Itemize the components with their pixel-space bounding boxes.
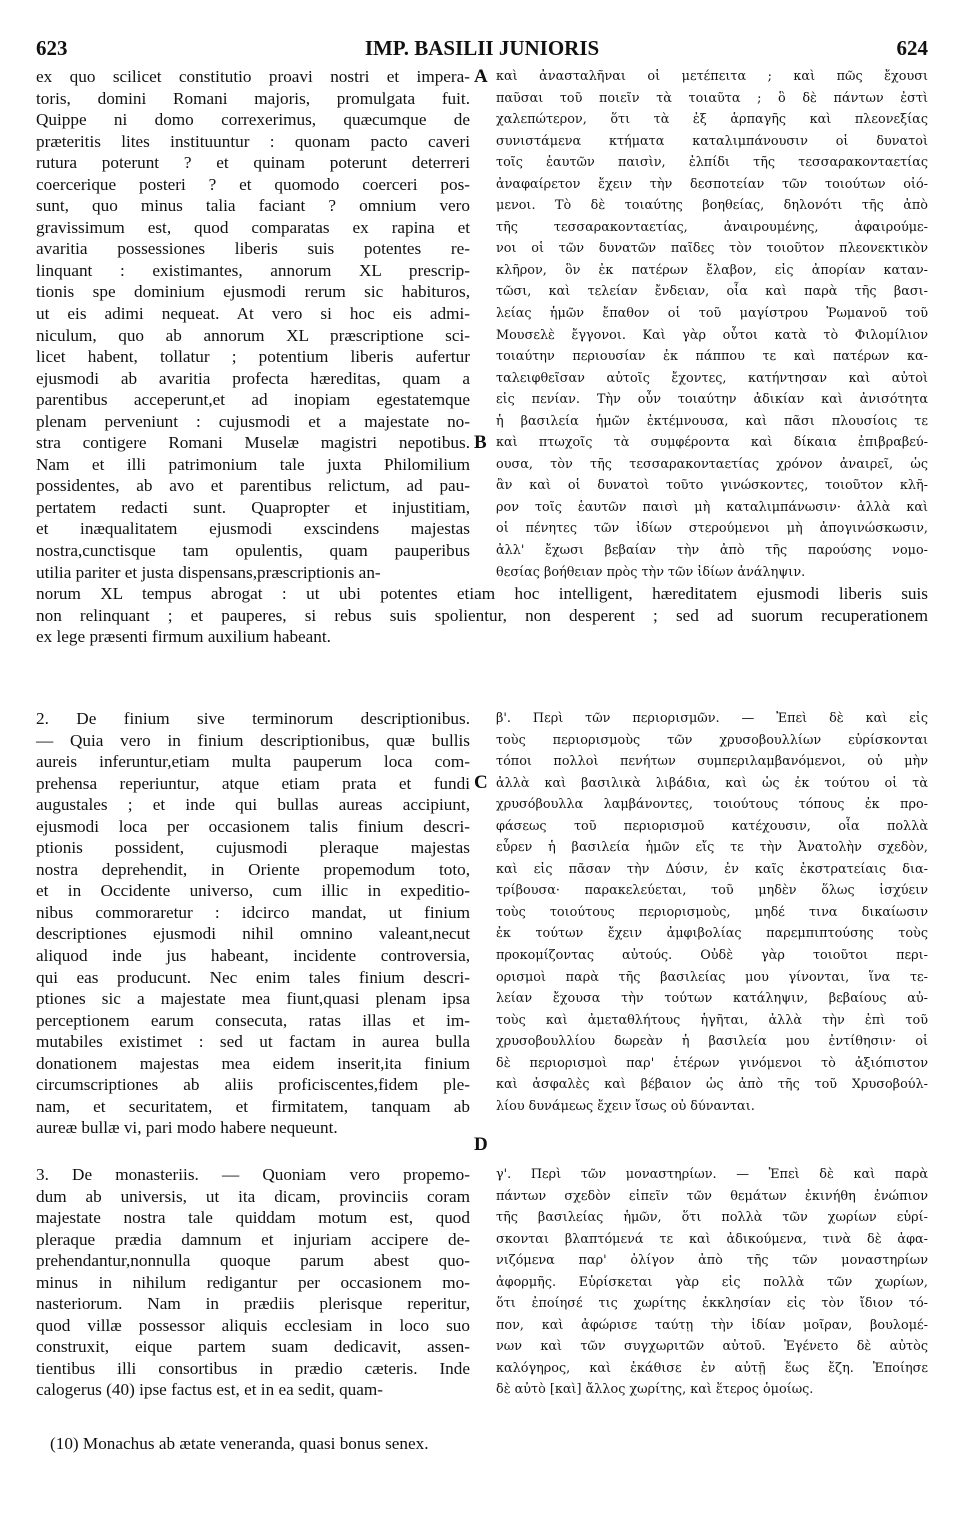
- text-line: τοὺς καὶ ἀμεταθλήτους ἡγῆται, ἀλλὰ τὴν ἐπὶ τοῦ: [496, 1012, 928, 1028]
- text-line: gravissimum est, quod comparatas ex rapina et: [36, 217, 470, 237]
- text-line: εὗρεν ἡ βασιλεία ἡμῶν εἴς τε τὴν Ἀνατολὴν σχεδὸν,: [496, 840, 928, 856]
- text-line: possidentes, ab avo et parentibus relictum, ad pau-: [36, 476, 470, 496]
- page-number-left: 623: [36, 36, 68, 60]
- text-line: μενοι. Τὸ δὲ τοιαύτης βοηθείας, δηλονότι τῆς ἀπὸ: [496, 198, 928, 214]
- text-line: τόποι πολλοὶ πενήτων συμπεριλαμβανόμενοι, οὐ μὴν: [496, 754, 928, 770]
- text-line: quod villæ possessor aliquis ecclesiam in loco suo: [36, 1315, 470, 1335]
- text-line: ejusmodi loca per occasionem talis finium descri-: [36, 816, 470, 836]
- text-line: tionis spe dominium ejusmodi rerum sic habituros,: [36, 282, 470, 302]
- text-line: aureis inferuntur,etiam multa pauperum loca com-: [36, 752, 470, 772]
- text-line: prehendantur,nonnulla quoque parum abest quo-: [36, 1251, 470, 1271]
- text-line: licet habent, tollatur ; potentium liberis aufertur: [36, 347, 470, 367]
- text-line: δὲ περιορισμοὶ παρ' ἑτέρων γινόμενοι τὸ ἀξιόπιστον: [496, 1055, 928, 1071]
- text-line: Quippe ni domo correxerimus, quæcumque de: [36, 110, 470, 130]
- text-line: et in Occidente universo, cum illic in expeditio-: [36, 881, 470, 901]
- text-line: οἱ πένητες τῶν ἰδίων στερούμενοι μὴ ἀπογινώσκωσιν,: [496, 521, 928, 537]
- text-line: καὶ ἀσφαλὲς καὶ βέβαιον ὡς ἀπὸ τῆς τοῦ Χρυσοβούλ-: [496, 1077, 928, 1093]
- text-line: plenam perveniunt : cujusmodi et a majestate no-: [36, 411, 470, 431]
- text-line: χρυσοβουλλίου δωρεὰν ἡ βασιλεία μου ἐντίθησιν· οἱ: [496, 1034, 928, 1050]
- text-line: coercerique posteri ? et quomodo coerceri pos-: [36, 174, 470, 194]
- text-line: utilia pariter et justa dispensans,præscriptionis an-: [36, 562, 381, 582]
- text-line: nostra deprehendit, in Oriente propemodum toto,: [36, 859, 470, 879]
- text-line: 3. De monasteriis. — Quoniam vero propemo-: [36, 1165, 470, 1184]
- text-line: dum ab universis, ut ita dicam, provinciis coram: [36, 1186, 470, 1206]
- text-line: ptiones sic a majestate mea fiunt,quasi plenam ipsa: [36, 989, 470, 1009]
- text-line: circumscriptiones ab aliis proficiscentes,fidem ple-: [36, 1075, 470, 1095]
- text-line: rutura poterunt ? et quinam poterunt deterreri: [36, 153, 470, 173]
- text-line: aliquod inde jus habeant, incidente controversia,: [36, 946, 470, 966]
- text-line: præteritis lites instituuntur : quonam pacto caveri: [36, 131, 470, 151]
- text-line: σκονται βλαπτόμενά τε καὶ ἀδικούμενα, τινὰ δὲ ἀφα-: [496, 1231, 928, 1247]
- text-line: perceptionem earum consecuta, ratas illas et im-: [36, 1010, 470, 1030]
- greek-column-section-1: [496, 66, 928, 583]
- margin-marker-c: C: [474, 772, 488, 793]
- text-line: tientibus illi consortibus in prædio cæteris. Inde: [36, 1358, 470, 1378]
- text-line: χρυσόβουλλα λαμβάνοντες, τοιούτους τόπους ἐκ προ-: [496, 797, 928, 813]
- text-line: ουσα, τὸν τῆς τεσσαρακονταετίας χρόνον ἀναιρεῖ, ὡς: [496, 456, 928, 472]
- text-line: τοὺς τοιούτους περιορισμοὺς, μηδέ τινα δικαίωσιν: [496, 904, 928, 920]
- text-line: θεσίας βοήθειαν πρὸς τὴν τῶν ἰδίων ἀνάληψιν.: [496, 564, 806, 580]
- text-line: ptionis possident, cujusmodi pleraque majestas: [36, 838, 470, 858]
- text-line: καὶ ἀνασταλῆναι οἱ μετέπειτα ; καὶ πῶς ἔχουσι: [496, 69, 928, 84]
- text-line: λείαν ἔχουσα τὴν τούτων κατάληψιν, βεβαίους αὐ-: [496, 991, 928, 1007]
- text-line: νων καὶ τῶν συγχωριτῶν αὐτοῦ. Ἐγένετο δὲ αὐτὸς: [496, 1339, 928, 1355]
- text-line: πον, καὶ ἀφώρισε ταύτῃ τὴν ἰδίαν μοῖραν, βουλομέ-: [496, 1317, 928, 1333]
- text-line: avaritia possessiones liberis suis potentes re-: [36, 239, 470, 259]
- text-line: παῦσαι τοῦ ποιεῖν τὰ τοιαῦτα ; ὃ δὲ πάντων ἐστὶ: [496, 90, 928, 106]
- text-line: calogerus (40) ipse factus est, et in ea sedit, quam-: [36, 1380, 383, 1400]
- text-line: — Quia vero in finium descriptionibus, quæ bullis: [36, 730, 470, 750]
- margin-marker-d: D: [474, 1134, 488, 1155]
- text-line: descriptiones ejusmodi nihil omnino valeant,necut: [36, 924, 470, 944]
- text-line: ex lege præsenti firmum auxilium habeant.: [36, 627, 331, 647]
- text-line: δὲ αὐτὸ [καὶ] ἄλλος χωρίτης, καὶ ἕτερος ὁμοίως.: [496, 1382, 814, 1398]
- text-line: τῶσι, καὶ τελείαν ἔνδειαν, οἷα καὶ παρὰ τῆς βασι-: [496, 284, 928, 300]
- text-line: πάντων σχεδὸν εἰπεῖν τῶν θεμάτων ἐκινήθη ἐνώπιον: [496, 1188, 928, 1204]
- text-line: ταλειφθεῖσαν αὐτοῖς ἔχοντες, κατήντησαν καὶ αὐτοὶ: [496, 370, 928, 386]
- text-line: donationem majestas mea eidem inserit,ita finium: [36, 1053, 470, 1073]
- text-line: non relinquant ; et pauperes, si rebus suis spolientur, non desperent ; sed ad suorum recuperationem: [36, 605, 928, 625]
- text-line: toris, domini Romani majoris, promulgata fuit.: [36, 88, 470, 108]
- text-line: ὅτι ἐποίησέ τις χωρίτης ἐκκλησίαν εἰς τὸν ἴδιον τό-: [496, 1296, 928, 1312]
- text-line: nibus commoraretur : idcirco mandat, ut finium: [36, 902, 470, 922]
- text-line: ejusmodi ab avaritia profecta hæreditas, quam a: [36, 368, 470, 388]
- text-line: stra contigere Romani Muselæ magistri nepotibus.: [36, 433, 470, 453]
- text-line: ut eis adimi nequeat. At vero si hoc eis admi-: [36, 304, 470, 324]
- text-line: τῆς βασιλείας ἡμῶν, ὅτι πολλὰ τῶν χωρίων εὑρί-: [496, 1210, 928, 1226]
- text-line: γ'. Περὶ τῶν μοναστηρίων. — Ἐπεὶ δὲ καὶ παρὰ: [496, 1167, 928, 1182]
- text-line: norum XL tempus abrogat : ut ubi potentes etiam hoc intelligent, hæreditatem ejusmodi liberis suis: [36, 584, 928, 603]
- text-line: τοιαύτην περιουσίαν ἐκ πάππου τε καὶ πατέρων κα-: [496, 349, 928, 365]
- margin-marker-b: B: [474, 432, 487, 453]
- text-line: pertatem redacti sunt. Quapropter et injustitiam,: [36, 497, 470, 517]
- latin-column-section-2: [36, 708, 470, 1139]
- text-line: ἡ βασιλεία ἡμῶν ἐκτέμνουσα, καὶ πᾶσι πλουσίοις τε: [496, 413, 928, 429]
- footnote: (10) Monachus ab ætate veneranda, quasi bonus senex.: [50, 1434, 429, 1453]
- text-line: καλόγηρος, καὶ ἐκάθισε ἐν αὐτῇ ἕως ἔζη. Ἐποίησε: [496, 1360, 928, 1376]
- text-line: ἀφορμῆς. Εὑρίσκεται γὰρ εἰς πολλὰ τῶν χωρίων,: [496, 1274, 928, 1290]
- text-line: et inæqualitatem ejusmodi exscindens majestas: [36, 519, 470, 539]
- greek-column-section-2: [496, 708, 928, 1117]
- text-line: καὶ εἰς πᾶσαν τὴν Δύσιν, ἐν καῖς ἐκστρατείαις δια-: [496, 861, 928, 877]
- text-line: augustales ; et inde qui bullas aureas accipiunt,: [36, 795, 470, 815]
- margin-marker-a: A: [474, 66, 488, 87]
- greek-column-section-3: [496, 1164, 928, 1401]
- text-line: β'. Περὶ τῶν περιορισμῶν. — Ἐπεὶ δὲ καὶ εἰς: [496, 711, 928, 726]
- text-line: 2. De finium sive terminorum descriptionibus.: [36, 709, 470, 728]
- text-line: majestate nostra tale quiddam motum est, quod: [36, 1208, 470, 1228]
- text-line: ορισμοὶ παρὰ τῆς βασιλείας μου γίνονται, ἵνα τε-: [496, 969, 928, 985]
- text-line: νιζόμενα παρ' ὀλίγον ἀπὸ τῆς τῶν μοναστηρίων: [496, 1253, 928, 1269]
- text-line: συνιστάμενα κτήματα καταλιμπάνουσιν οἱ δυνατοὶ: [496, 133, 928, 149]
- text-line: ἀλλὰ καὶ βασιλικὰ λιβάδια, καὶ ὡς ἐκ τούτου οἱ τὰ: [496, 775, 928, 791]
- text-line: minus in nihilum redigantur per occasionem mo-: [36, 1272, 470, 1292]
- text-line: ex quo scilicet constitutio proavi nostri et impera-: [36, 67, 470, 86]
- text-line: sunt, quo minus talia faciant ? omnium vero: [36, 196, 470, 216]
- text-line: ρον τοῖς ἑαυτῶν παισὶ μὴ καταλιμπάνωσιν· ἀλλὰ καὶ: [496, 499, 928, 515]
- text-line: ἐκ τούτων ἔχειν ἀμφιβολίας παρεμπιπτούσης τοὺς: [496, 926, 928, 942]
- running-header: [36, 36, 928, 60]
- text-line: parentibus acceperunt,et ad inopiam egestatemque: [36, 390, 470, 410]
- text-line: τῆς τεσσαρακονταετίας, ἀναιρουμένης, ἀφαιρούμε-: [496, 219, 928, 235]
- text-line: nostra,cunctisque tam opulentis, quam pauperibus: [36, 541, 470, 561]
- text-line: aureæ bullæ vi, pari modo habere nequeunt.: [36, 1118, 338, 1138]
- text-line: prehensa reperiuntur, atque etiam prata et fundi: [36, 773, 470, 793]
- text-line: ἀναφαίρετον ἔχειν τὴν δεσποτείαν τῶν τοιούτων οἰό-: [496, 176, 928, 192]
- text-line: mutabiles existimet : sed ut factam in aurea bulla: [36, 1032, 470, 1052]
- text-line: construxit, eique partem suam dedicavit, assen-: [36, 1337, 470, 1357]
- text-line: niculum, quo ab annorum XL præscriptione sci-: [36, 325, 470, 345]
- text-line: νοι οἱ τῶν δυνατῶν παῖδες τὸν τοιοῦτον πλεονεκτικὸν: [496, 241, 928, 257]
- text-line: λείας ἡμῶν ἔπαθον οἱ τοῦ μαγίστρου Ῥωμανοῦ τοῦ: [496, 306, 928, 322]
- full-width-continuation: [36, 583, 928, 648]
- running-title: IMP. BASILII JUNIORIS: [364, 36, 600, 60]
- text-line: pleraque prædia damnum et injuriam accipere de-: [36, 1229, 470, 1249]
- text-line: Μουσελὲ ἔγγονοι. Καὶ γὰρ οὗτοι κατὰ τὸ Φιλομίλιον: [496, 327, 928, 343]
- page-number-right: 624: [896, 36, 928, 60]
- latin-column-section-3: [36, 1164, 470, 1401]
- text-line: τοὺς περιορισμοὺς τῶν χρυσοβουλλίων εὑρίσκονται: [496, 732, 928, 748]
- text-line: linquant : existimantes, annorum XL prescrip-: [36, 260, 470, 280]
- text-line: φάσεως τοῦ περιορισμοῦ κατέχουσιν, οἷα πολλὰ: [496, 818, 928, 834]
- text-line: τρίβουσα· παρακελεύεται, τοῦ μηδὲν ὅλως ἰσχύειν: [496, 883, 928, 899]
- text-line: ἀλλ' ἔχωσι βεβαίαν τὴν ἀπὸ τῆς παρούσης νομο-: [496, 543, 928, 559]
- text-line: nam, et securitatem, et firmitatem, tanquam ab: [36, 1096, 470, 1116]
- text-line: λίου δυνάμεως ἔχειν ἴσως οὐ δύνανται.: [496, 1098, 755, 1114]
- text-line: χαλεπώτερον, ὅτι τὰ ἐξ ἁρπαγῆς καὶ πλεονεξίας: [496, 112, 928, 128]
- text-line: nasteriorum. Nam in prædiis plerisque reperitur,: [36, 1294, 470, 1314]
- text-line: εἰς πενίαν. Τὴν οὖν τοιαύτην ἀδικίαν καὶ ἀνισότητα: [496, 392, 928, 408]
- text-line: Nam et illi patrimonium tale juxta Philomilium: [36, 454, 470, 474]
- text-line: τοῖς ἑαυτῶν παισὶν, ἐλπίδι τῆς τεσσαρακονταετίας: [496, 155, 928, 171]
- text-line: κλῆρον, ὃν ἐκ πατέρων ἔλαβον, εἰς ἀπορίαν καταν-: [496, 262, 928, 278]
- text-line: ἂν καὶ οἱ δυνατοὶ τοῦτο γινώσκοντες, τοιοῦτον κλῆ-: [496, 478, 928, 494]
- latin-column-section-1: [36, 66, 470, 583]
- text-line: προκομίζοντας αὐτούς. Οὐδὲ γὰρ τοιοῦτοι περι-: [496, 948, 928, 964]
- text-line: qui eas producunt. Nec enim tales finium descri-: [36, 967, 470, 987]
- text-line: καὶ πτωχοῖς τὰ συμφέροντα καὶ δίκαια ἐπιβραβεύ-: [496, 435, 928, 451]
